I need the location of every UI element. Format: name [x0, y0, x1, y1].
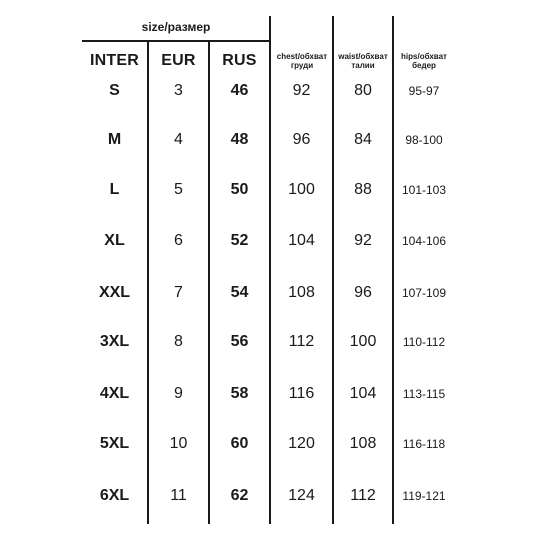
cell-inter: 4XL	[99, 385, 130, 402]
cell-rus: 46	[230, 82, 249, 99]
cell-inter: XL	[104, 232, 125, 249]
cell-hips: 110-112	[402, 335, 446, 349]
cell-waist: 80	[354, 82, 372, 99]
cell-chest: 112	[288, 333, 315, 350]
cell-inter: 6XL	[99, 487, 130, 504]
cell-rus: 62	[230, 487, 249, 504]
header-eur: EUR	[161, 52, 196, 69]
cell-chest: 116	[288, 385, 315, 402]
header-rus: RUS	[222, 52, 257, 69]
cell-chest: 108	[288, 284, 315, 301]
cell-rus: 48	[230, 131, 249, 148]
cell-eur: 11	[170, 487, 187, 504]
cell-hips: 95-97	[408, 84, 440, 98]
cell-waist: 88	[354, 181, 372, 198]
cell-rus: 60	[230, 435, 249, 452]
cell-rus: 58	[230, 385, 249, 402]
cell-rus: 50	[230, 181, 249, 198]
cell-inter: M	[107, 131, 122, 148]
header-waist: waist/обхват талии	[338, 52, 388, 70]
cell-hips: 113-115	[402, 387, 446, 401]
cell-eur: 3	[174, 82, 183, 99]
cell-waist: 100	[349, 333, 377, 350]
cell-waist: 112	[350, 487, 376, 504]
cell-chest: 100	[288, 181, 315, 198]
cell-hips: 104-106	[401, 234, 447, 248]
cell-waist: 84	[354, 131, 372, 148]
cell-inter: L	[109, 181, 120, 198]
cell-eur: 5	[174, 181, 183, 198]
header-hips: hips/обхват бедер	[401, 52, 447, 70]
cell-inter: S	[109, 82, 120, 99]
cell-chest: 104	[288, 232, 315, 249]
cell-inter: 5XL	[99, 435, 130, 452]
cell-chest: 96	[292, 131, 311, 148]
cell-chest: 92	[292, 82, 311, 99]
cell-hips: 107-109	[401, 286, 447, 300]
cell-eur: 7	[174, 284, 183, 301]
cell-eur: 4	[174, 131, 183, 148]
cell-inter: 3XL	[99, 333, 130, 350]
header-inter: INTER	[90, 52, 139, 69]
cell-waist: 108	[349, 435, 377, 452]
cell-eur: 8	[174, 333, 183, 350]
cell-hips: 116-118	[402, 437, 446, 451]
cell-eur: 10	[169, 435, 188, 452]
header-chest: chest/обхват груди	[276, 52, 328, 70]
caption-divider	[82, 40, 270, 42]
cell-waist: 104	[349, 385, 377, 402]
table-caption: size/размер	[141, 20, 211, 34]
cell-chest: 120	[288, 435, 315, 452]
cell-waist: 96	[354, 284, 372, 301]
cell-eur: 6	[174, 232, 183, 249]
cell-rus: 54	[230, 284, 249, 301]
cell-hips: 119-121	[402, 489, 446, 503]
cell-chest: 124	[288, 487, 315, 504]
cell-waist: 92	[354, 232, 372, 249]
cell-rus: 56	[230, 333, 249, 350]
cell-hips: 101-103	[401, 183, 447, 197]
cell-eur: 9	[174, 385, 183, 402]
cell-hips: 98-100	[405, 133, 443, 147]
cell-rus: 52	[230, 232, 249, 249]
cell-inter: XXL	[98, 284, 131, 301]
